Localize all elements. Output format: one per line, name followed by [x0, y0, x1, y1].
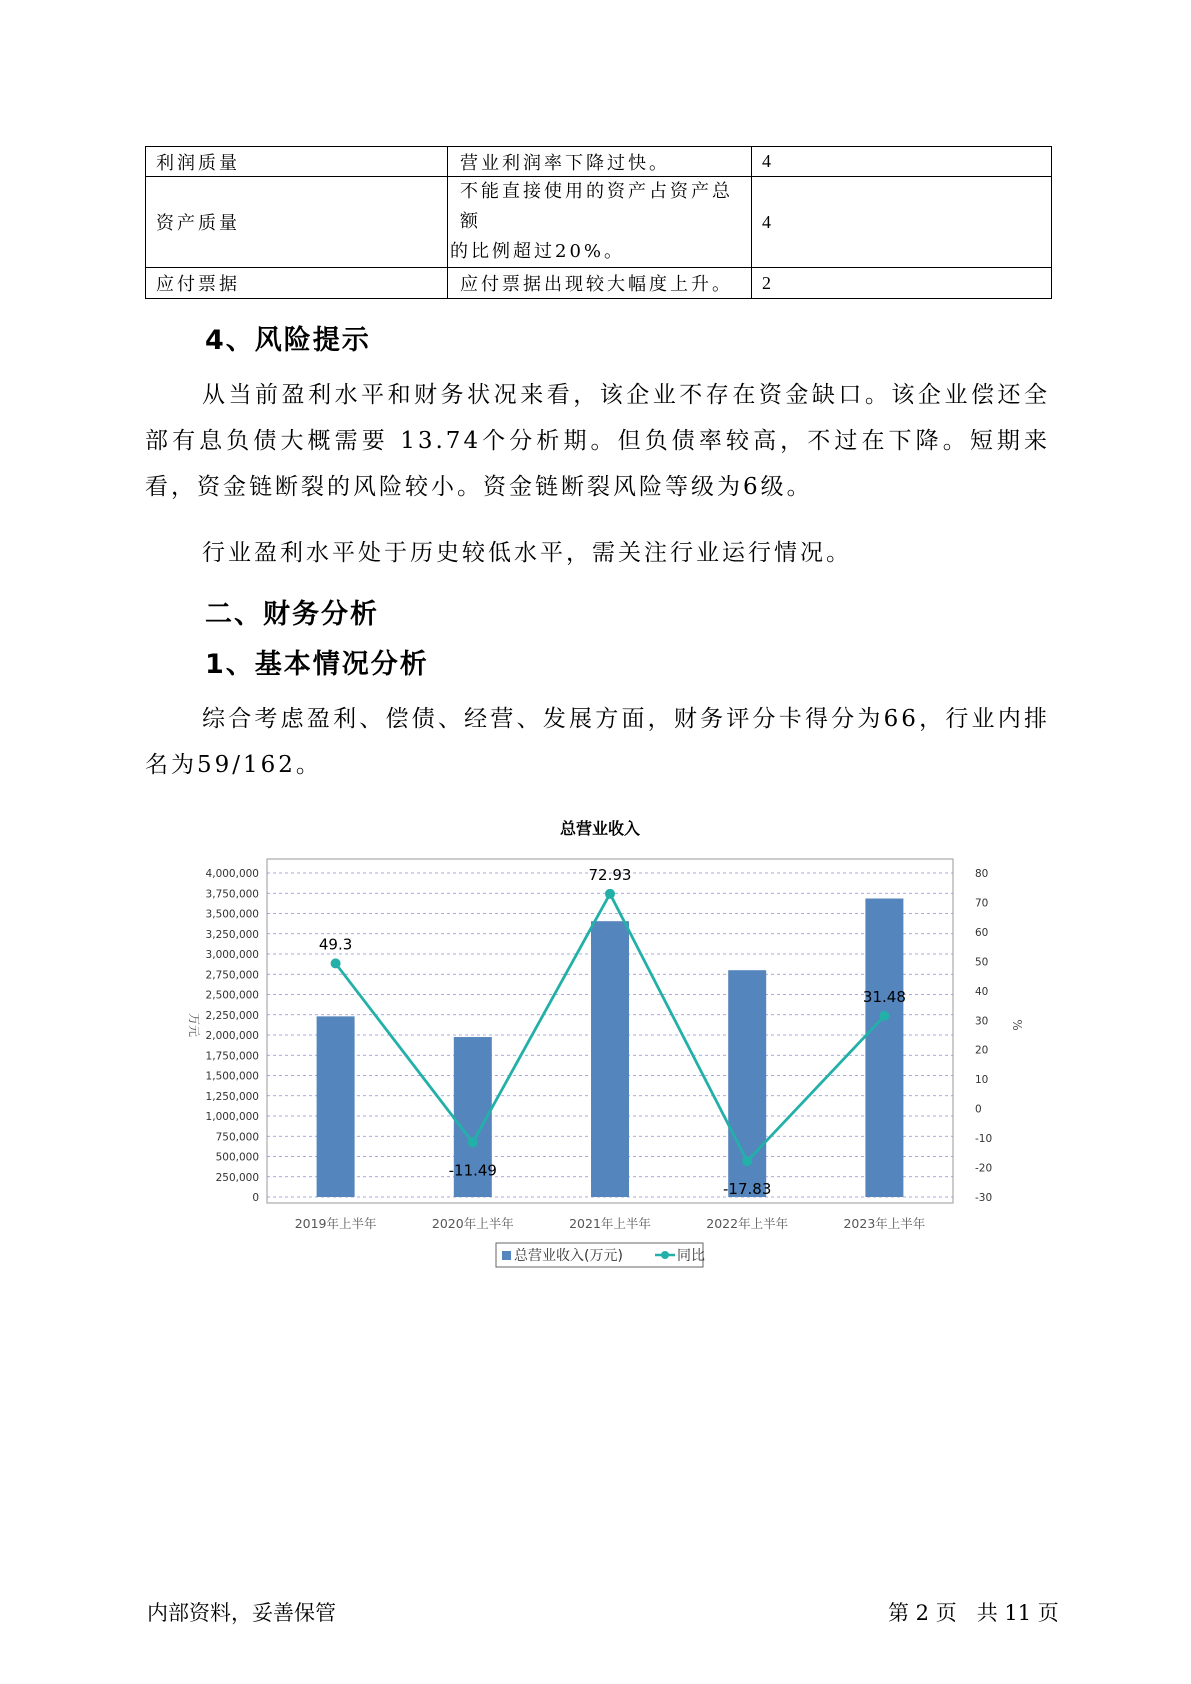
footer-page-number: 第 2 页 共 11 页: [888, 1601, 1059, 1625]
revenue-chart: [170, 805, 1024, 1265]
yoy-point: [468, 1137, 478, 1147]
yoy-data-label: 72.93: [588, 865, 632, 884]
right-tick-label: 10: [975, 1074, 989, 1087]
x-axis-labels: [295, 1216, 926, 1231]
left-tick-label: 250,000: [215, 1171, 259, 1184]
section-heading-finance: 二、财务分析: [205, 599, 379, 630]
risk-item: 资产质量: [146, 177, 448, 268]
risk-description: 应付票据出现较大幅度上升。: [448, 268, 752, 299]
risk-item: 应付票据: [146, 268, 448, 299]
left-tick-label: 500,000: [215, 1151, 259, 1164]
x-tick-label: 2021年上半年: [569, 1216, 651, 1231]
yoy-point: [879, 1011, 889, 1021]
table-row: [146, 147, 1052, 177]
yoy-data-label: 49.3: [318, 935, 353, 954]
left-tick-label: 1,750,000: [205, 1050, 259, 1063]
right-tick-label: -30: [975, 1192, 993, 1204]
risk-score: 4: [752, 147, 1052, 177]
bar-series: [317, 899, 904, 1197]
chart-legend: [496, 1243, 705, 1267]
right-tick-label: 40: [975, 985, 989, 998]
legend-line-label: 同比: [677, 1248, 705, 1264]
left-tick-label: 0: [252, 1192, 259, 1204]
chart-title: 总营业收入: [559, 819, 641, 838]
right-tick-label: -10: [975, 1133, 993, 1146]
left-tick-label: 2,250,000: [205, 1009, 259, 1022]
risk-table: [145, 146, 1052, 299]
revenue-bar: [591, 921, 629, 1197]
left-tick-label: 4,000,000: [205, 868, 259, 880]
right-tick-label: -20: [975, 1162, 993, 1175]
left-tick-label: 3,000,000: [205, 949, 259, 961]
risk-description: [448, 177, 752, 268]
right-axis-label: %: [1010, 1019, 1024, 1031]
risk-item: 利润质量: [146, 147, 448, 177]
x-tick-label: 2022年上半年: [706, 1216, 789, 1231]
yoy-data-label: -17.83: [723, 1180, 772, 1199]
risk-description-line: 的比例超过20%。: [450, 241, 626, 262]
yoy-point: [331, 958, 341, 968]
risk-paragraph: 从当前盈利水平和财务状况来看，该企业不存在资金缺口。该企业偿还全部有息负债大概需要 13.74个分析期。但负债率较高，不过在下降。短期来看，资金链断裂的风险较小。资金链断裂风险等级为6级。: [145, 382, 1050, 500]
industry-paragraph: 行业盈利水平处于历史较低水平，需关注行业运行情况。: [202, 540, 852, 566]
revenue-bar: [317, 1016, 355, 1197]
x-tick-label: 2023年上半年: [843, 1216, 926, 1231]
risk-score: 2: [752, 268, 1052, 299]
right-axis-ticks: [975, 868, 992, 1204]
left-tick-label: 3,750,000: [205, 888, 259, 901]
left-tick-label: 3,500,000: [205, 908, 259, 921]
right-tick-label: 30: [975, 1015, 989, 1028]
yoy-data-label: 31.48: [862, 987, 906, 1006]
left-tick-label: 2,000,000: [205, 1030, 259, 1042]
yoy-point: [605, 889, 615, 899]
left-axis-ticks: [206, 868, 259, 1204]
left-tick-label: 750,000: [215, 1131, 259, 1144]
right-tick-label: 70: [975, 897, 989, 910]
score-paragraph: 综合考虑盈利、偿债、经营、发展方面，财务评分卡得分为66，行业内排名为59/162。: [145, 706, 1050, 778]
revenue-bar: [865, 899, 903, 1197]
right-tick-label: 0: [975, 1103, 982, 1116]
yoy-data-label: -11.49: [448, 1161, 497, 1180]
risk-description: 营业利润率下降过快。: [448, 147, 752, 177]
footer-left: 内部资料，妥善保管: [147, 1601, 336, 1625]
left-tick-label: 3,250,000: [205, 928, 259, 941]
subsection-heading-basic: 1、基本情况分析: [205, 649, 429, 680]
legend-line-marker: [661, 1251, 669, 1259]
x-tick-label: 2020年上半年: [431, 1216, 514, 1231]
section-heading-risk: 4、风险提示: [205, 325, 371, 356]
legend-bar-swatch: [502, 1251, 511, 1260]
right-tick-label: 50: [975, 956, 989, 969]
left-tick-label: 2,750,000: [205, 969, 259, 982]
right-tick-label: 80: [975, 868, 989, 880]
left-tick-label: 1,250,000: [205, 1090, 259, 1103]
x-tick-label: 2019年上半年: [294, 1216, 377, 1231]
right-tick-label: 20: [975, 1044, 989, 1057]
legend-bar-label: 总营业收入(万元): [514, 1248, 623, 1264]
table-row: [146, 268, 1052, 299]
yoy-point: [742, 1156, 752, 1166]
table-row: [146, 177, 1052, 268]
left-tick-label: 1,500,000: [205, 1070, 259, 1083]
risk-description-line: 不能直接使用的资产占资产总额: [460, 181, 733, 232]
right-tick-label: 60: [975, 926, 989, 939]
left-tick-label: 2,500,000: [205, 989, 259, 1002]
left-tick-label: 1,000,000: [205, 1111, 259, 1123]
left-axis-label: 万元: [187, 1012, 201, 1038]
risk-score: 4: [752, 177, 1052, 268]
